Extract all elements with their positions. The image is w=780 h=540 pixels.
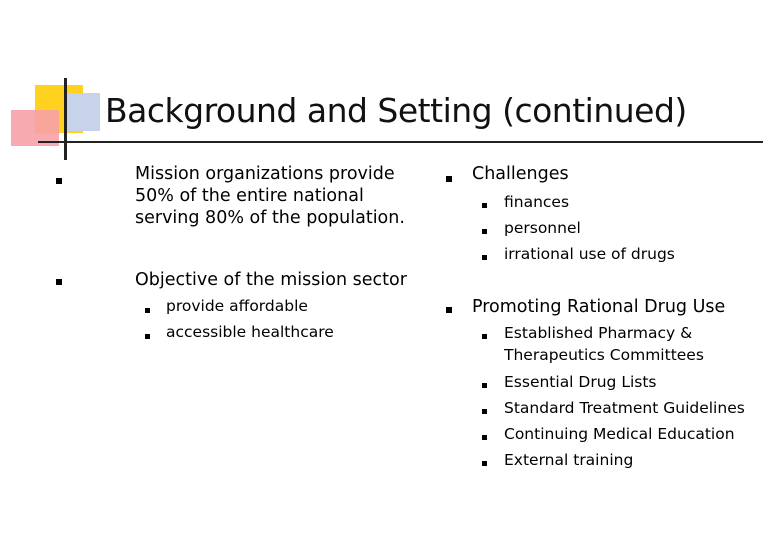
mission-line: serving 80% of the population. [135,208,405,228]
challenges-item: finances [504,193,570,211]
slide-title: Background and Setting (continued) [105,91,687,130]
sub-bullet-square-icon [482,383,487,388]
mission-line: 50% of the entire national [135,186,364,206]
sub-bullet-square-icon [482,229,487,234]
promoting-heading: Promoting Rational Drug Use [472,297,726,317]
promoting-item [504,322,704,366]
sub-bullet-square-icon [482,435,487,440]
mission-text [135,163,405,229]
sub-bullet-square-icon [482,255,487,260]
bullet-square-icon [56,279,62,285]
promoting-item: Standard Treatment Guidelines [504,399,745,417]
bullet-square-icon [446,307,452,313]
sub-bullet-square-icon [482,203,487,208]
promoting-item: Essential Drug Lists [504,373,657,391]
promoting-item: External training [504,451,634,469]
decor-vertical-line [64,78,67,160]
objective-item: accessible healthcare [166,323,334,341]
objective-item: provide affordable [166,297,308,315]
decor-blue-square [64,93,100,131]
sub-bullet-square-icon [482,409,487,414]
bullet-square-icon [446,176,452,182]
challenges-heading: Challenges [472,164,569,184]
sub-bullet-square-icon [482,334,487,339]
promoting-item-line: Established Pharmacy & [504,324,693,342]
bullet-square-icon [56,178,62,184]
sub-bullet-square-icon [145,334,150,339]
promoting-item: Continuing Medical Education [504,425,735,443]
objective-heading: Objective of the mission sector [135,270,407,290]
mission-line: Mission organizations provide [135,164,395,184]
promoting-item-line: Therapeutics Committees [504,346,704,364]
sub-bullet-square-icon [482,461,487,466]
sub-bullet-square-icon [145,308,150,313]
challenges-item: irrational use of drugs [504,245,675,263]
challenges-item: personnel [504,219,581,237]
title-underline [38,141,763,143]
